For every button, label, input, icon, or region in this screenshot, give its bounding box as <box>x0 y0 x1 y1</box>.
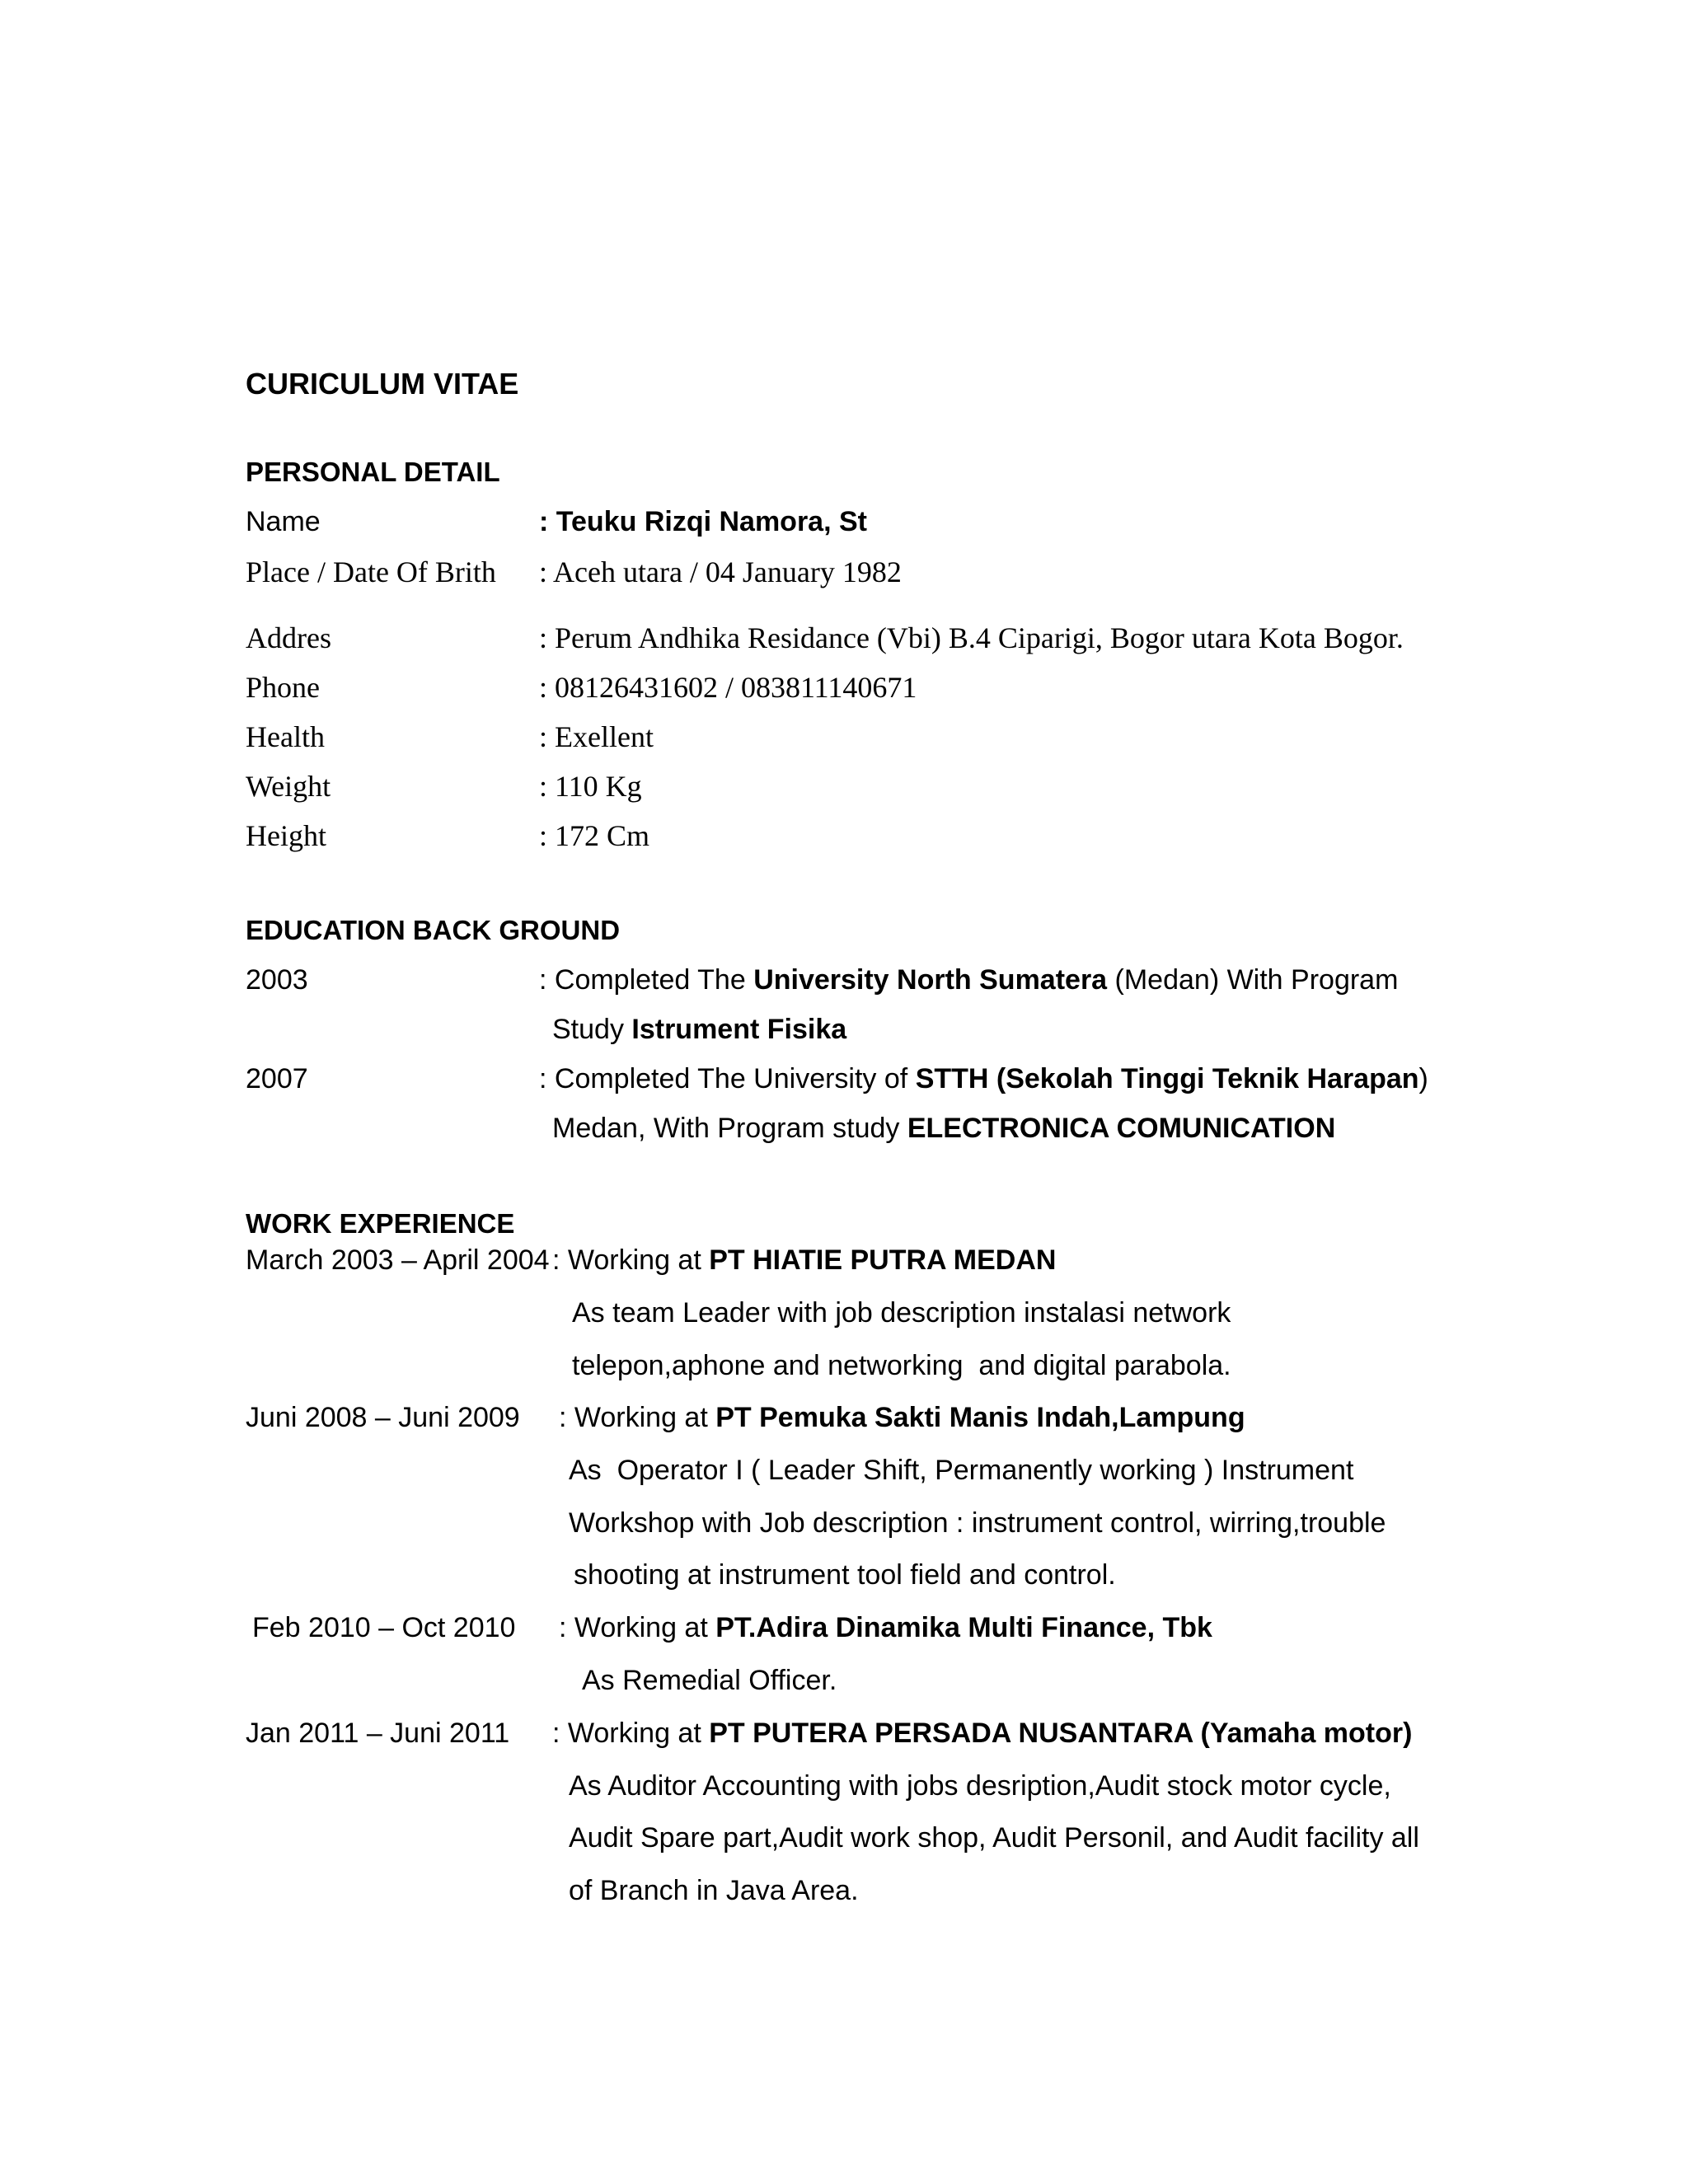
education-text: : Completed The <box>539 964 754 996</box>
weight-value: : 110 Kg <box>539 770 642 803</box>
work-description: of Branch in Java Area. <box>569 1875 859 1906</box>
weight-label: Weight <box>246 770 331 803</box>
work-description: Workshop with Job description : instrument control, wirring,trouble <box>569 1507 1386 1539</box>
education-institution: STTH (Sekolah Tinggi Teknik Harapan <box>915 1063 1419 1094</box>
birth-label: Place / Date Of Brith <box>246 555 496 588</box>
education-line <box>539 1065 1428 1093</box>
work-text: : Working at <box>559 1612 716 1643</box>
work-line <box>559 1614 1212 1642</box>
work-description: As team Leader with job description instalasi network <box>572 1297 1231 1329</box>
education-program: Istrument Fisika <box>631 1014 847 1045</box>
work-period: Feb 2010 – Oct 2010 <box>252 1612 516 1643</box>
work-line <box>559 1404 1245 1432</box>
education-text: : Completed The University of <box>539 1063 916 1094</box>
address-label: Addres <box>246 621 331 654</box>
height-value: : 172 Cm <box>539 819 650 852</box>
education-line <box>539 966 1398 994</box>
document-title: CURICULUM VITAE <box>246 367 519 401</box>
education-institution: University North Sumatera <box>753 964 1108 996</box>
phone-value: : 08126431602 / 083811140671 <box>539 671 917 704</box>
health-value: : Exellent <box>539 720 654 753</box>
work-period: Juni 2008 – Juni 2009 <box>246 1402 520 1433</box>
education-line <box>552 1114 1335 1142</box>
work-period: March 2003 – April 2004 <box>246 1244 550 1276</box>
education-program: ELECTRONICA COMUNICATION <box>907 1113 1336 1144</box>
work-description: As Remedial Officer. <box>582 1665 837 1696</box>
work-description: shooting at instrument tool field and control. <box>574 1559 1116 1591</box>
phone-label: Phone <box>246 671 320 704</box>
name-value: : Teuku Rizqi Namora, St <box>539 506 867 537</box>
education-line <box>552 1015 846 1043</box>
name-label: Name <box>246 506 321 537</box>
work-description: As Auditor Accounting with jobs desription,Audit stock motor cycle, <box>569 1770 1391 1802</box>
address-value: : Perum Andhika Residance (Vbi) B.4 Ciparigi, Bogor utara Kota Bogor. <box>539 621 1404 654</box>
work-text: : Working at <box>559 1402 716 1433</box>
work-experience-heading: WORK EXPERIENCE <box>246 1208 515 1239</box>
height-label: Height <box>246 819 326 852</box>
personal-detail-heading: PERSONAL DETAIL <box>246 457 500 487</box>
education-year: 2007 <box>246 1063 308 1094</box>
education-heading: EDUCATION BACK GROUND <box>246 915 621 945</box>
work-line <box>552 1246 1056 1274</box>
birth-value: : Aceh utara / 04 January 1982 <box>539 555 902 588</box>
work-description: Audit Spare part,Audit work shop, Audit Personil, and Audit facility all <box>569 1822 1419 1854</box>
education-text: (Medan) With Program <box>1107 964 1399 996</box>
work-text: : Working at <box>552 1718 710 1749</box>
education-text: Study <box>552 1014 632 1045</box>
work-line <box>552 1719 1412 1747</box>
work-description: As Operator I ( Leader Shift, Permanently working ) Instrument <box>569 1455 1354 1486</box>
education-text: Medan, With Program study <box>552 1113 907 1144</box>
work-company: PT PUTERA PERSADA NUSANTARA (Yamaha motor) <box>709 1718 1413 1749</box>
work-company: PT HIATIE PUTRA MEDAN <box>709 1244 1057 1276</box>
work-company: PT.Adira Dinamika Multi Finance, Tbk <box>715 1612 1212 1643</box>
work-company: PT Pemuka Sakti Manis Indah,Lampung <box>715 1402 1245 1433</box>
education-year: 2003 <box>246 964 308 996</box>
work-text: : Working at <box>552 1244 710 1276</box>
work-period: Jan 2011 – Juni 2011 <box>246 1718 510 1749</box>
education-text: ) <box>1418 1063 1428 1094</box>
health-label: Health <box>246 720 325 753</box>
work-description: telepon,aphone and networking and digital parabola. <box>572 1350 1231 1381</box>
